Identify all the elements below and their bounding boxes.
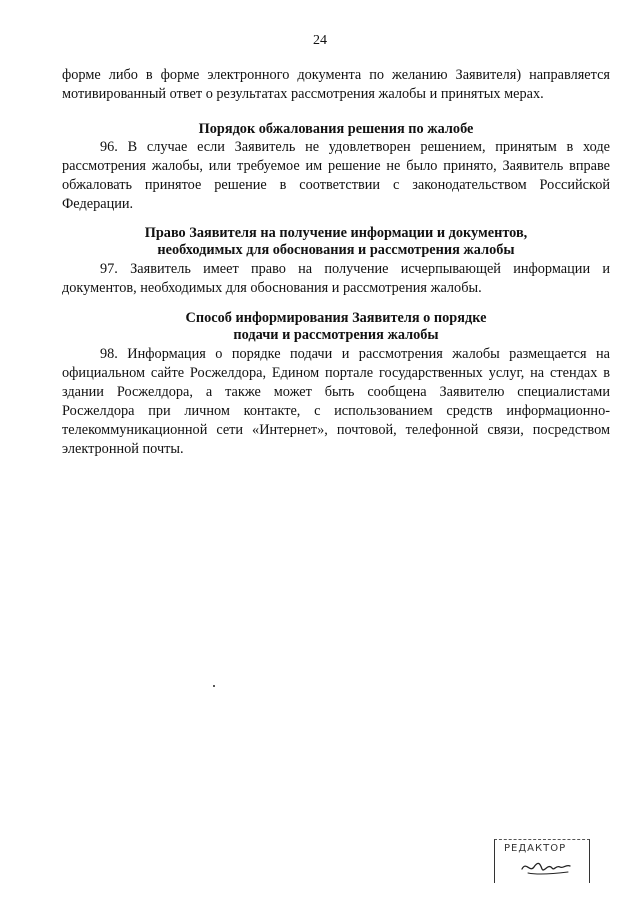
section-heading-line-2: подачи и рассмотрения жалобы [233, 327, 439, 343]
section-heading-line-1: Способ информирования Заявителя о порядке [185, 310, 487, 326]
intro-line-1: форме либо в форме электронного документа по желанию Заявителя) направляется [62, 67, 610, 83]
handwritten-signature [520, 855, 576, 879]
paragraph-97: 97. Заявитель имеет право на получение исчерпывающей информации и документов, необходимых для обоснования и рассмотрения жалобы. [62, 261, 610, 296]
paragraph-98: 98. Информация о порядке подачи и рассмотрения жалобы размещается на официальном сайте Росжелдора, Едином портале государственных услуг, на стендах в здании Росжелдора, а также может быть сообщена Заявителю специалистами Росжелдора при личном контакте, с использованием средств информационно-телекоммуникационной сети «Интернет», почтовой, телефонной связи, посредством электронной почты. [62, 346, 610, 457]
stamp-label: РЕДАКТОР [504, 843, 567, 854]
stray-ink-dot [213, 685, 215, 687]
intro-paragraph [62, 66, 610, 104]
section-heading: Порядок обжалования решения по жалобе [198, 121, 474, 137]
section-heading-line-2: необходимых для обоснования и рассмотрения жалобы [157, 242, 515, 258]
section-heading-line-1: Право Заявителя на получение информации и документов, [144, 225, 528, 241]
editor-stamp [494, 839, 590, 884]
section-information-method [62, 310, 610, 459]
paragraph-96: 96. В случае если Заявитель не удовлетворен решением, принятым в ходе рассмотрения жалобы, или требуемое им решение не было принято, Заявитель вправе обжаловать принятое решение в соответствии с законодательством Российской Федерации. [62, 139, 610, 212]
intro-line-2: мотивированный ответ о результатах рассмотрения жалобы и принятых мерах. [62, 86, 544, 102]
section-appeal-procedure [62, 121, 610, 214]
section-right-to-information [62, 225, 610, 298]
page-number: 24 [313, 33, 327, 48]
